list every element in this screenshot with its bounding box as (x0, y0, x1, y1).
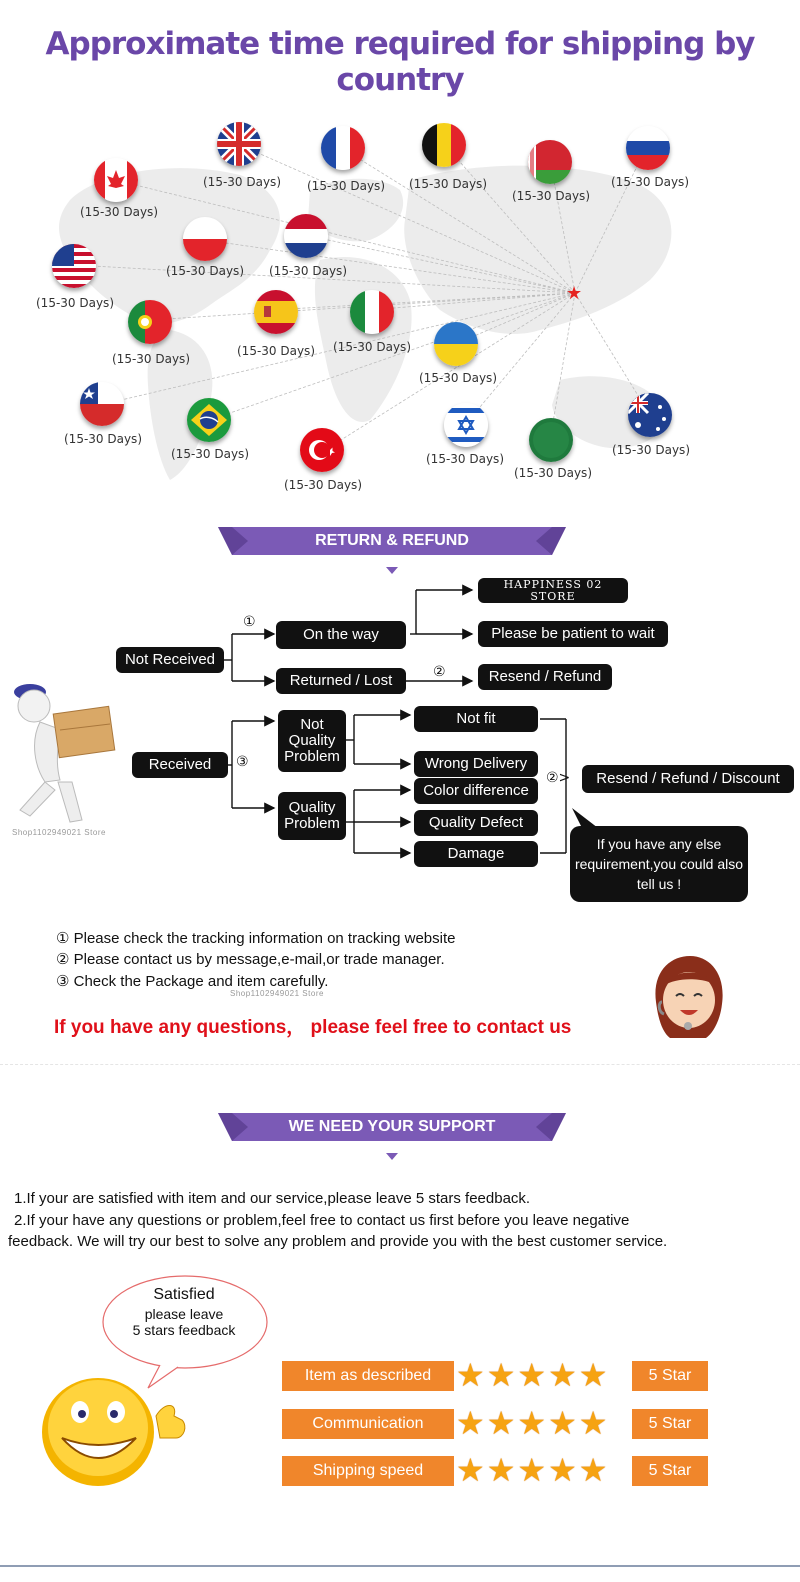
green-flag-icon (529, 418, 573, 462)
rating-stars-communication (456, 1407, 630, 1439)
belarus-flag-icon (528, 140, 572, 184)
italy-flag-icon (350, 290, 394, 334)
note-line-2: ② Please contact us by message,e-mail,or trade manager. (56, 951, 445, 968)
support-line-2b: feedback. We will try our best to solve any problem and provide you with the best customer service. (8, 1233, 668, 1250)
rating-score-communication: 5 Star (632, 1409, 708, 1439)
not-received-box: Not Received (116, 647, 224, 673)
note-line-3: ③ Check the Package and item carefully. (56, 973, 329, 990)
star-icon: ★ (578, 1357, 608, 1393)
star-icon: ★ (456, 1405, 485, 1441)
belgium-flag-icon (422, 123, 466, 167)
turkey-days: (15-30 Days) (284, 478, 362, 492)
star-icon: ★ (517, 1405, 547, 1441)
rating-label-item-as-described: Item as described (282, 1361, 454, 1391)
usa-flag-icon (52, 244, 96, 288)
france-flag-icon (321, 126, 365, 170)
rating-label-shipping-speed: Shipping speed (282, 1456, 454, 1486)
ukraine-days: (15-30 Days) (419, 371, 497, 385)
italy-days: (15-30 Days) (333, 340, 411, 354)
speech-line-2: 5 stars feedback (132, 1322, 236, 1338)
store-name-box: HAPPINESS 02 STORE (478, 578, 628, 603)
be-patient-box: Please be patient to wait (478, 621, 668, 647)
page-title: Approximate time required for shipping by country (45, 26, 755, 98)
turkey-flag-icon (300, 428, 344, 472)
star-icon: ★ (486, 1452, 516, 1488)
star-icon: ★ (517, 1357, 547, 1393)
banner-title: RETURN & REFUND (315, 532, 469, 549)
star-icon: ★ (548, 1452, 577, 1488)
star-icon: ★ (456, 1452, 485, 1488)
israel-flag-icon (444, 403, 488, 447)
star-icon: ★ (548, 1357, 577, 1393)
rating-score-shipping-speed: 5 Star (632, 1456, 708, 1486)
australia-flag-icon (628, 393, 672, 437)
uk-flag-icon (217, 122, 261, 166)
return-refund-banner (218, 527, 566, 555)
netherlands-flag-icon (284, 214, 328, 258)
spain-days: (15-30 Days) (237, 344, 315, 358)
not-quality-problem-box: Not Quality Problem (278, 710, 346, 772)
brazil-days: (15-30 Days) (171, 447, 249, 461)
step-3-marker: ③ (236, 754, 249, 770)
step-1-marker: ① (243, 614, 256, 630)
russia-days: (15-30 Days) (611, 175, 689, 189)
uk-days: (15-30 Days) (203, 175, 281, 189)
quality-problem-box: Quality Problem (278, 792, 346, 840)
watermark-text: Shop1102949021 Store (12, 828, 106, 837)
belarus-days: (15-30 Days) (512, 189, 590, 203)
france-days: (15-30 Days) (307, 179, 385, 193)
green-days: (15-30 Days) (514, 466, 592, 480)
thumbs-up-smiley-icon (38, 1372, 188, 1487)
support-banner (218, 1113, 566, 1141)
contact-us-text: If you have any questions， please feel free to contact us (54, 1017, 572, 1038)
not-fit-box: Not fit (414, 706, 538, 732)
rating-stars-item-as-described (456, 1359, 630, 1391)
rating-stars-shipping-speed (456, 1454, 630, 1486)
speech-line-1: please leave (144, 1306, 224, 1322)
netherlands-days: (15-30 Days) (269, 264, 347, 278)
belgium-days: (15-30 Days) (409, 177, 487, 191)
resend-refund-box: Resend / Refund (478, 664, 612, 690)
ukraine-flag-icon (434, 322, 478, 366)
speech-title: Satisfied (153, 1286, 215, 1303)
star-icon: ★ (517, 1452, 547, 1488)
star-icon: ★ (578, 1405, 608, 1441)
portugal-days: (15-30 Days) (112, 352, 190, 366)
star-icon: ★ (486, 1357, 516, 1393)
israel-days: (15-30 Days) (426, 452, 504, 466)
rating-label-communication: Communication (282, 1409, 454, 1439)
note-line-1: ① Please check the tracking information on tracking website (56, 930, 456, 947)
usa-days: (15-30 Days) (36, 296, 114, 310)
star-icon: ★ (456, 1357, 485, 1393)
on-the-way-box: On the way (276, 621, 406, 649)
damage-box: Damage (414, 841, 538, 867)
australia-days: (15-30 Days) (612, 443, 690, 457)
step-2-marker: ② (433, 664, 446, 680)
step-2-arrow-marker: ②> (546, 770, 571, 786)
banner-title: WE NEED YOUR SUPPORT (288, 1118, 496, 1135)
spain-flag-icon (254, 290, 298, 334)
section-divider (0, 1064, 800, 1065)
star-icon: ★ (578, 1452, 608, 1488)
support-line-1: 1.If your are satisfied with item and our service,please leave 5 stars feedback. (14, 1190, 531, 1207)
courier-figure-icon (0, 682, 140, 832)
support-girl-icon (648, 952, 728, 1042)
star-icon: ★ (548, 1405, 577, 1441)
bottom-border (0, 1565, 800, 1582)
received-box: Received (132, 752, 228, 778)
canada-days: (15-30 Days) (80, 205, 158, 219)
brazil-flag-icon (187, 398, 231, 442)
star-icon: ★ (486, 1405, 516, 1441)
canada-flag-icon (94, 158, 138, 202)
watermark-text-2: Shop1102949021 Store (230, 989, 324, 998)
russia-flag-icon (626, 126, 670, 170)
quality-defect-box: Quality Defect (414, 810, 538, 836)
poland-days: (15-30 Days) (166, 264, 244, 278)
china-star-icon: ★ (566, 283, 583, 303)
color-difference-box: Color difference (414, 778, 538, 804)
poland-flag-icon (183, 217, 227, 261)
chevron-down-icon (386, 1153, 398, 1160)
returned-lost-box: Returned / Lost (276, 668, 406, 694)
portugal-flag-icon (128, 300, 172, 344)
support-line-2a: 2.If your have any questions or problem,feel free to contact us first before you leave negative (14, 1212, 630, 1229)
chile-flag-icon (80, 382, 124, 426)
wrong-delivery-box: Wrong Delivery (414, 751, 538, 777)
other-requirement-bubble: If you have any else requirement,you could also tell us ! (570, 826, 748, 902)
rating-score-item-as-described: 5 Star (632, 1361, 708, 1391)
resend-refund-discount-box: Resend / Refund / Discount (582, 765, 794, 793)
chile-days: (15-30 Days) (64, 432, 142, 446)
